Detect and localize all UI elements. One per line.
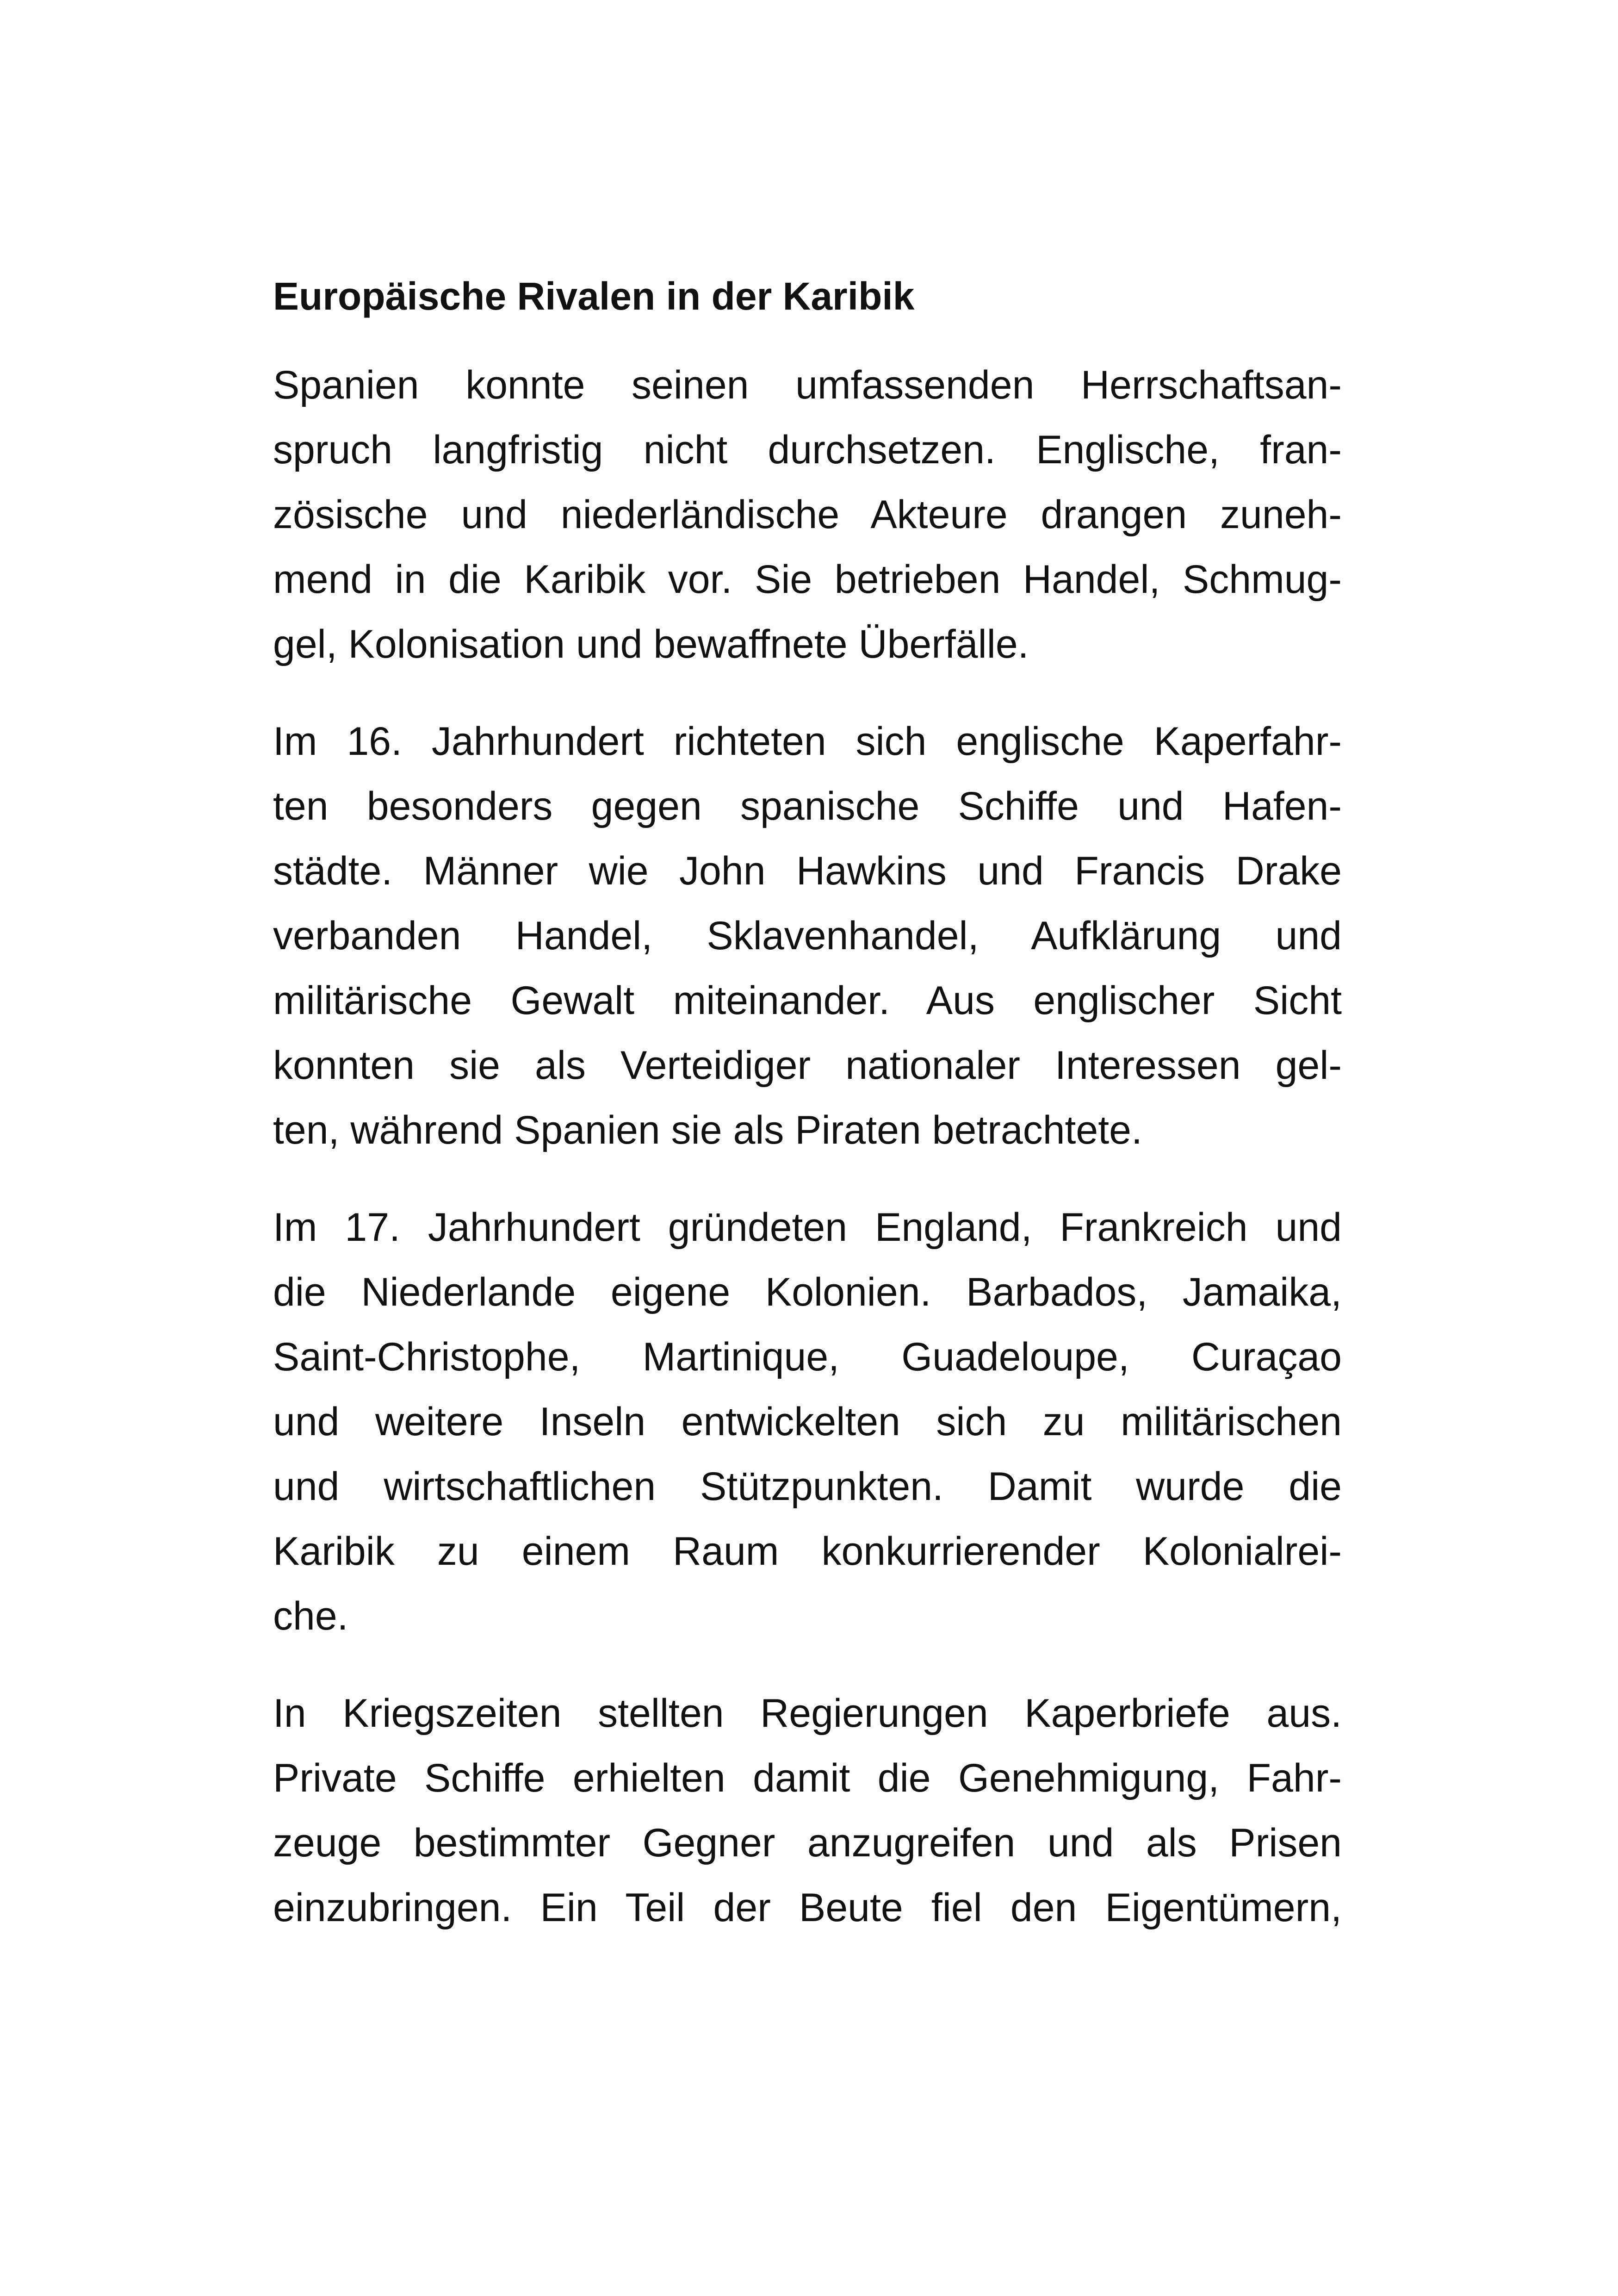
text-line: die Niederlande eigene Kolonien. Barbados, Jamaika, <box>273 1270 1342 1314</box>
text-line: che. <box>273 1594 348 1638</box>
text-line: zösische und niederländische Akteure drangen zuneh- <box>273 492 1342 537</box>
page-content <box>273 268 1342 1972</box>
text-line: militärische Gewalt miteinander. Aus englischer Sicht <box>273 978 1342 1023</box>
text-line: verbanden Handel, Sklavenhandel, Aufklärung und <box>273 914 1342 958</box>
section-heading: Europäische Rivalen in der Karibik <box>273 274 915 318</box>
text-line: mend in die Karibik vor. Sie betrieben Handel, Schmug- <box>273 557 1342 602</box>
text-line: städte. Männer wie John Hawkins und Francis Drake <box>273 849 1342 893</box>
paragraph-2 <box>273 709 1342 1163</box>
text-line: ten, während Spanien sie als Piraten betrachtete. <box>273 1108 1142 1152</box>
paragraph-4 <box>273 1681 1342 1940</box>
text-line: Private Schiffe erhielten damit die Genehmigung, Fahr- <box>273 1756 1342 1800</box>
text-line: und weitere Inseln entwickelten sich zu militärischen <box>273 1400 1342 1444</box>
text-line: In Kriegszeiten stellten Regierungen Kaperbriefe aus. <box>273 1691 1342 1736</box>
text-line: konnten sie als Verteidiger nationaler Interessen gel- <box>273 1043 1342 1088</box>
text-line: einzubringen. Ein Teil der Beute fiel den Eigentümern, <box>273 1885 1342 1930</box>
text-line: zeuge bestimmter Gegner anzugreifen und als Prisen <box>273 1821 1342 1865</box>
text-line: Im 17. Jahrhundert gründeten England, Frankreich und <box>273 1205 1342 1250</box>
text-line: Karibik zu einem Raum konkurrierender Kolonialrei- <box>273 1529 1342 1574</box>
text-line: und wirtschaftlichen Stützpunkten. Damit wurde die <box>273 1464 1342 1509</box>
text-line: Im 16. Jahrhundert richteten sich englische Kaperfahr- <box>273 719 1342 764</box>
text-line: ten besonders gegen spanische Schiffe und Hafen- <box>273 784 1342 828</box>
paragraph-3 <box>273 1195 1342 1649</box>
text-line: Saint-Christophe, Martinique, Guadeloupe, Curaçao <box>273 1335 1342 1379</box>
text-line: Spanien konnte seinen umfassenden Herrschaftsan- <box>273 363 1342 407</box>
text-line: spruch langfristig nicht durchsetzen. Englische, fran- <box>273 428 1342 472</box>
paragraph-1 <box>273 353 1342 677</box>
text-line: gel, Kolonisation und bewaffnete Überfälle. <box>273 622 1029 666</box>
